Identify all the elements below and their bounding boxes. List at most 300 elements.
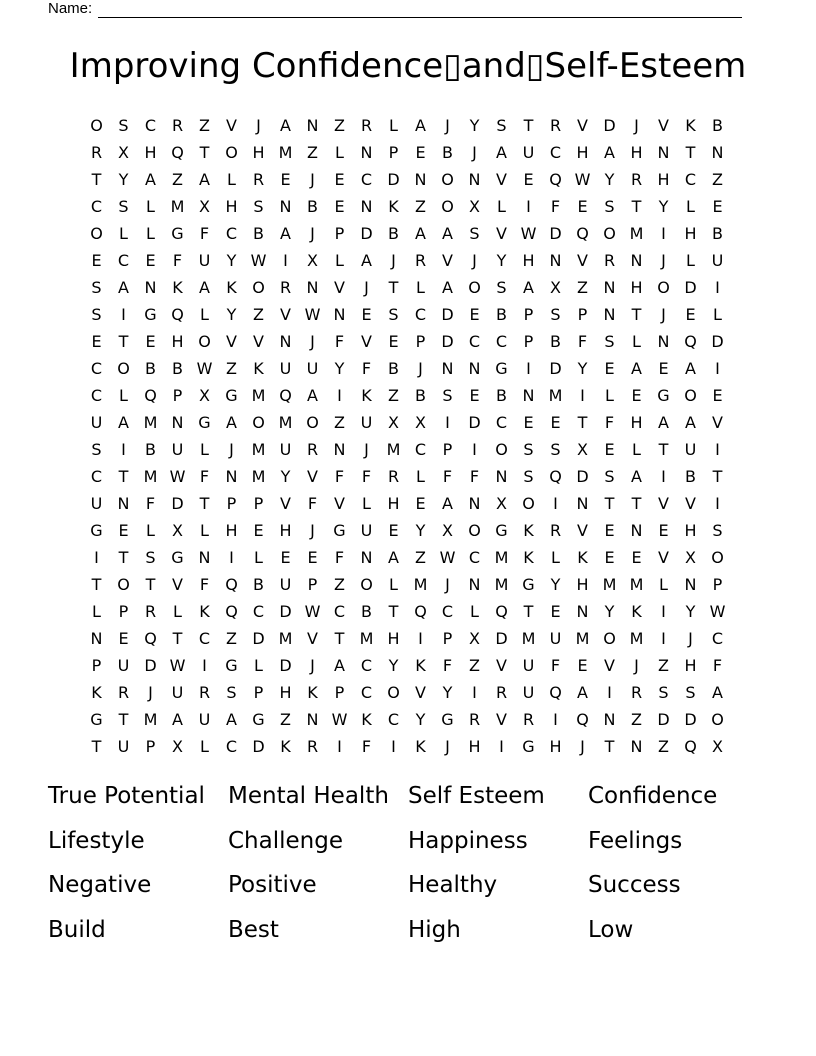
word-bank-item: Positive: [228, 872, 317, 898]
grid-letter: E: [469, 305, 480, 324]
grid-letter: M: [629, 575, 644, 594]
grid-letter: O: [225, 143, 238, 162]
grid-letter: H: [549, 737, 562, 756]
grid-letter: F: [361, 737, 372, 756]
grid-letter: V: [442, 251, 453, 270]
grid-letter: L: [389, 116, 398, 135]
grid-letter: G: [225, 386, 238, 405]
grid-letter: Q: [549, 170, 562, 189]
grid-letter: E: [550, 413, 561, 432]
grid-letter: E: [604, 359, 615, 378]
grid-letter: U: [522, 683, 535, 702]
grid-letter: C: [117, 251, 130, 270]
grid-letter: X: [118, 143, 129, 162]
grid-letter: O: [441, 197, 454, 216]
grid-letter: O: [387, 683, 400, 702]
grid-letter: N: [468, 575, 481, 594]
grid-letter: L: [335, 143, 344, 162]
grid-letter: N: [414, 170, 427, 189]
grid-letter: M: [278, 143, 293, 162]
grid-letter: E: [280, 170, 291, 189]
grid-letter: H: [684, 656, 697, 675]
grid-letter: K: [415, 656, 426, 675]
grid-letter: Q: [549, 683, 562, 702]
grid-letter: X: [685, 548, 696, 567]
grid-row: [83, 220, 731, 247]
grid-letter: P: [415, 332, 426, 351]
grid-letter: S: [118, 116, 129, 135]
grid-letter: U: [171, 440, 184, 459]
grid-letter: L: [254, 548, 263, 567]
grid-letter: O: [252, 413, 265, 432]
grid-letter: J: [472, 143, 477, 162]
word-bank-item: Negative: [48, 872, 152, 898]
grid-letter: R: [387, 467, 400, 486]
grid-letter: N: [441, 359, 454, 378]
grid-letter: G: [522, 575, 535, 594]
grid-letter: K: [415, 737, 426, 756]
grid-letter: Y: [118, 170, 129, 189]
grid-letter: H: [387, 629, 400, 648]
grid-letter: N: [279, 197, 292, 216]
grid-letter: A: [118, 278, 129, 297]
grid-letter: U: [90, 413, 103, 432]
grid-letter: Z: [226, 629, 237, 648]
grid-letter: X: [577, 440, 588, 459]
grid-letter: S: [523, 440, 534, 459]
name-field: [48, 0, 748, 18]
grid-letter: T: [631, 494, 642, 513]
grid-letter: B: [145, 440, 156, 459]
grid-letter: R: [630, 170, 643, 189]
grid-letter: F: [172, 251, 183, 270]
word-bank-item: Build: [48, 916, 106, 943]
grid-letter: L: [416, 467, 425, 486]
grid-letter: I: [553, 494, 558, 513]
grid-letter: M: [521, 629, 536, 648]
grid-letter: S: [496, 116, 507, 135]
grid-letter: D: [603, 116, 616, 135]
grid-letter: D: [711, 332, 724, 351]
grid-letter: E: [118, 521, 129, 540]
grid-letter: C: [90, 359, 103, 378]
grid-letter: R: [279, 278, 292, 297]
grid-letter: X: [307, 251, 318, 270]
grid-letter: W: [169, 467, 186, 486]
grid-letter: M: [413, 575, 428, 594]
grid-letter: N: [306, 278, 319, 297]
grid-letter: A: [388, 548, 399, 567]
grid-row: [83, 166, 731, 193]
grid-row: [83, 139, 731, 166]
grid-letter: W: [439, 548, 456, 567]
grid-letter: T: [388, 278, 399, 297]
grid-letter: H: [522, 251, 535, 270]
grid-letter: K: [91, 683, 102, 702]
grid-letter: A: [658, 413, 669, 432]
grid-letter: E: [469, 386, 480, 405]
grid-letter: Z: [631, 710, 642, 729]
grid-letter: R: [90, 143, 103, 162]
grid-letter: E: [604, 548, 615, 567]
grid-letter: M: [629, 629, 644, 648]
grid-letter: V: [496, 224, 507, 243]
grid-letter: X: [199, 386, 210, 405]
grid-letter: R: [468, 710, 481, 729]
grid-letter: C: [360, 683, 373, 702]
grid-letter: B: [361, 602, 372, 621]
word-bank: [48, 780, 768, 958]
grid-letter: S: [91, 440, 102, 459]
grid-letter: O: [360, 575, 373, 594]
grid-letter: I: [337, 737, 342, 756]
grid-letter: D: [549, 224, 562, 243]
grid-row: [83, 544, 731, 571]
grid-letter: P: [226, 494, 237, 513]
grid-letter: R: [495, 683, 508, 702]
grid-letter: O: [711, 710, 724, 729]
grid-letter: A: [523, 278, 534, 297]
grid-letter: E: [388, 332, 399, 351]
grid-letter: H: [630, 278, 643, 297]
grid-letter: G: [90, 710, 103, 729]
grid-letter: A: [442, 494, 453, 513]
grid-letter: I: [661, 467, 666, 486]
grid-letter: S: [712, 521, 723, 540]
grid-letter: G: [198, 413, 211, 432]
grid-letter: B: [685, 467, 696, 486]
grid-letter: V: [226, 116, 237, 135]
grid-letter: V: [307, 629, 318, 648]
grid-letter: I: [526, 197, 531, 216]
grid-letter: P: [523, 332, 534, 351]
grid-letter: M: [494, 575, 509, 594]
grid-letter: J: [661, 305, 666, 324]
grid-letter: C: [414, 440, 427, 459]
grid-letter: W: [304, 305, 321, 324]
grid-letter: R: [117, 683, 130, 702]
grid-letter: V: [496, 710, 507, 729]
grid-letter: B: [442, 143, 453, 162]
grid-letter: P: [388, 143, 399, 162]
grid-letter: N: [711, 143, 724, 162]
grid-letter: L: [335, 251, 344, 270]
grid-letter: N: [576, 494, 589, 513]
word-bank-item: Challenge: [228, 827, 343, 854]
grid-letter: L: [254, 656, 263, 675]
grid-letter: F: [334, 332, 345, 351]
grid-letter: E: [631, 386, 642, 405]
word-bank-item: True Potential: [48, 783, 205, 809]
grid-letter: F: [199, 575, 210, 594]
grid-letter: Z: [658, 737, 669, 756]
grid-letter: I: [121, 440, 126, 459]
grid-letter: V: [172, 575, 183, 594]
grid-letter: V: [712, 413, 723, 432]
grid-letter: E: [415, 143, 426, 162]
grid-letter: L: [119, 386, 128, 405]
grid-letter: P: [712, 575, 723, 594]
grid-letter: L: [416, 278, 425, 297]
grid-letter: P: [145, 737, 156, 756]
grid-letter: J: [634, 656, 639, 675]
grid-letter: Q: [171, 305, 184, 324]
grid-letter: S: [91, 278, 102, 297]
grid-letter: T: [685, 143, 696, 162]
grid-letter: D: [549, 359, 562, 378]
grid-letter: I: [283, 251, 288, 270]
grid-letter: N: [522, 386, 535, 405]
grid-letter: N: [576, 602, 589, 621]
grid-letter: Y: [577, 359, 588, 378]
grid-letter: L: [686, 197, 695, 216]
grid-letter: D: [387, 170, 400, 189]
grid-letter: P: [442, 629, 453, 648]
grid-letter: V: [280, 305, 291, 324]
grid-letter: A: [145, 170, 156, 189]
grid-row: [83, 490, 731, 517]
grid-letter: A: [199, 170, 210, 189]
grid-letter: I: [337, 386, 342, 405]
grid-letter: Q: [495, 602, 508, 621]
grid-letter: Q: [171, 143, 184, 162]
grid-letter: Z: [334, 413, 345, 432]
grid-letter: D: [360, 224, 373, 243]
grid-letter: J: [445, 737, 450, 756]
grid-letter: F: [442, 656, 453, 675]
grid-letter: F: [145, 494, 156, 513]
grid-letter: A: [334, 656, 345, 675]
grid-letter: Q: [576, 224, 589, 243]
grid-letter: E: [631, 548, 642, 567]
grid-letter: T: [118, 710, 129, 729]
grid-letter: P: [334, 224, 345, 243]
grid-letter: L: [497, 197, 506, 216]
grid-letter: B: [496, 386, 507, 405]
grid-letter: K: [199, 602, 210, 621]
grid-letter: F: [307, 494, 318, 513]
grid-letter: C: [684, 170, 697, 189]
letter-grid: [83, 112, 731, 760]
grid-letter: Y: [604, 170, 615, 189]
grid-letter: B: [172, 359, 183, 378]
grid-letter: E: [604, 521, 615, 540]
grid-letter: C: [333, 602, 346, 621]
grid-letter: X: [172, 521, 183, 540]
grid-letter: V: [226, 332, 237, 351]
grid-letter: V: [415, 683, 426, 702]
grid-letter: P: [91, 656, 102, 675]
grid-letter: J: [310, 224, 315, 243]
grid-letter: L: [200, 305, 209, 324]
grid-letter: E: [523, 170, 534, 189]
grid-letter: A: [415, 116, 426, 135]
grid-letter: L: [200, 440, 209, 459]
grid-letter: F: [712, 656, 723, 675]
grid-letter: F: [334, 467, 345, 486]
grid-letter: X: [712, 737, 723, 756]
grid-letter: E: [145, 332, 156, 351]
grid-letter: Q: [225, 575, 238, 594]
grid-letter: A: [307, 386, 318, 405]
grid-letter: U: [279, 440, 292, 459]
grid-letter: O: [468, 521, 481, 540]
grid-letter: L: [605, 386, 614, 405]
grid-letter: D: [441, 332, 454, 351]
grid-row: [83, 733, 731, 760]
grid-letter: H: [684, 521, 697, 540]
grid-letter: N: [306, 116, 319, 135]
grid-letter: W: [304, 602, 321, 621]
grid-letter: J: [634, 116, 639, 135]
grid-row: [83, 517, 731, 544]
grid-letter: N: [90, 629, 103, 648]
grid-letter: C: [90, 467, 103, 486]
grid-letter: O: [198, 332, 211, 351]
grid-letter: Z: [226, 359, 237, 378]
word-bank-item: Confidence: [588, 783, 718, 809]
grid-letter: D: [684, 278, 697, 297]
grid-letter: N: [360, 548, 373, 567]
grid-letter: S: [226, 683, 237, 702]
grid-letter: N: [657, 143, 670, 162]
grid-letter: W: [574, 170, 591, 189]
grid-letter: N: [333, 440, 346, 459]
grid-letter: N: [144, 278, 157, 297]
grid-letter: V: [577, 521, 588, 540]
grid-letter: D: [441, 305, 454, 324]
grid-letter: S: [496, 278, 507, 297]
grid-letter: I: [445, 413, 450, 432]
grid-letter: E: [307, 548, 318, 567]
grid-letter: Y: [226, 305, 237, 324]
grid-letter: X: [388, 413, 399, 432]
grid-letter: H: [279, 683, 292, 702]
grid-letter: S: [550, 440, 561, 459]
grid-letter: D: [279, 656, 292, 675]
grid-letter: I: [499, 737, 504, 756]
grid-letter: I: [553, 710, 558, 729]
grid-letter: B: [496, 305, 507, 324]
grid-letter: Y: [658, 197, 669, 216]
grid-letter: C: [225, 224, 238, 243]
grid-letter: Q: [225, 602, 238, 621]
word-bank-item: Best: [228, 916, 279, 943]
grid-letter: M: [359, 629, 374, 648]
word-bank-item: Happiness: [408, 827, 528, 854]
grid-letter: C: [198, 629, 211, 648]
grid-letter: Q: [279, 386, 292, 405]
grid-letter: K: [361, 710, 372, 729]
grid-letter: X: [442, 521, 453, 540]
grid-letter: M: [602, 575, 617, 594]
word-bank-item: Healthy: [408, 872, 498, 898]
grid-row: [83, 112, 731, 139]
grid-letter: E: [91, 332, 102, 351]
grid-letter: M: [143, 710, 158, 729]
grid-letter: L: [200, 737, 209, 756]
grid-letter: N: [468, 170, 481, 189]
grid-letter: Z: [415, 197, 426, 216]
grid-letter: J: [391, 251, 396, 270]
grid-letter: Y: [604, 602, 615, 621]
grid-letter: N: [468, 359, 481, 378]
grid-letter: O: [603, 224, 616, 243]
grid-letter: B: [253, 224, 264, 243]
grid-letter: E: [685, 305, 696, 324]
grid-letter: A: [442, 278, 453, 297]
grid-letter: A: [199, 278, 210, 297]
grid-letter: G: [522, 737, 535, 756]
grid-letter: A: [118, 413, 129, 432]
grid-letter: W: [169, 656, 186, 675]
name-label: Name:: [48, 0, 93, 17]
grid-letter: I: [94, 548, 99, 567]
grid-letter: U: [90, 494, 103, 513]
grid-letter: H: [468, 737, 481, 756]
grid-letter: V: [577, 251, 588, 270]
grid-letter: L: [146, 521, 155, 540]
grid-letter: N: [495, 467, 508, 486]
grid-letter: U: [117, 656, 130, 675]
grid-letter: Z: [172, 170, 183, 189]
grid-letter: C: [495, 332, 508, 351]
grid-letter: O: [90, 116, 103, 135]
grid-letter: F: [334, 548, 345, 567]
grid-row: [83, 274, 731, 301]
grid-letter: Q: [576, 710, 589, 729]
grid-letter: Z: [577, 278, 588, 297]
grid-letter: W: [196, 359, 213, 378]
grid-letter: D: [279, 602, 292, 621]
grid-letter: S: [118, 197, 129, 216]
grid-letter: M: [143, 413, 158, 432]
grid-letter: N: [684, 575, 697, 594]
grid-letter: R: [198, 683, 211, 702]
grid-letter: L: [200, 521, 209, 540]
grid-letter: I: [202, 656, 207, 675]
grid-letter: K: [226, 278, 237, 297]
grid-letter: J: [229, 440, 234, 459]
grid-letter: L: [470, 602, 479, 621]
grid-letter: F: [361, 467, 372, 486]
grid-letter: U: [198, 710, 211, 729]
grid-letter: T: [604, 737, 615, 756]
grid-letter: J: [445, 116, 450, 135]
grid-letter: C: [468, 332, 481, 351]
grid-letter: U: [360, 521, 373, 540]
grid-letter: V: [658, 494, 669, 513]
grid-letter: N: [360, 197, 373, 216]
grid-letter: O: [603, 629, 616, 648]
grid-letter: H: [225, 197, 238, 216]
grid-letter: T: [631, 197, 642, 216]
grid-letter: B: [145, 359, 156, 378]
grid-letter: P: [577, 305, 588, 324]
grid-letter: X: [199, 197, 210, 216]
grid-letter: P: [118, 602, 129, 621]
grid-letter: X: [550, 278, 561, 297]
grid-letter: B: [388, 224, 399, 243]
grid-letter: T: [118, 548, 129, 567]
grid-letter: M: [251, 440, 266, 459]
grid-letter: F: [577, 332, 588, 351]
grid-letter: G: [495, 521, 508, 540]
grid-letter: G: [441, 710, 454, 729]
grid-letter: U: [549, 629, 562, 648]
grid-letter: E: [712, 197, 723, 216]
grid-letter: M: [494, 548, 509, 567]
